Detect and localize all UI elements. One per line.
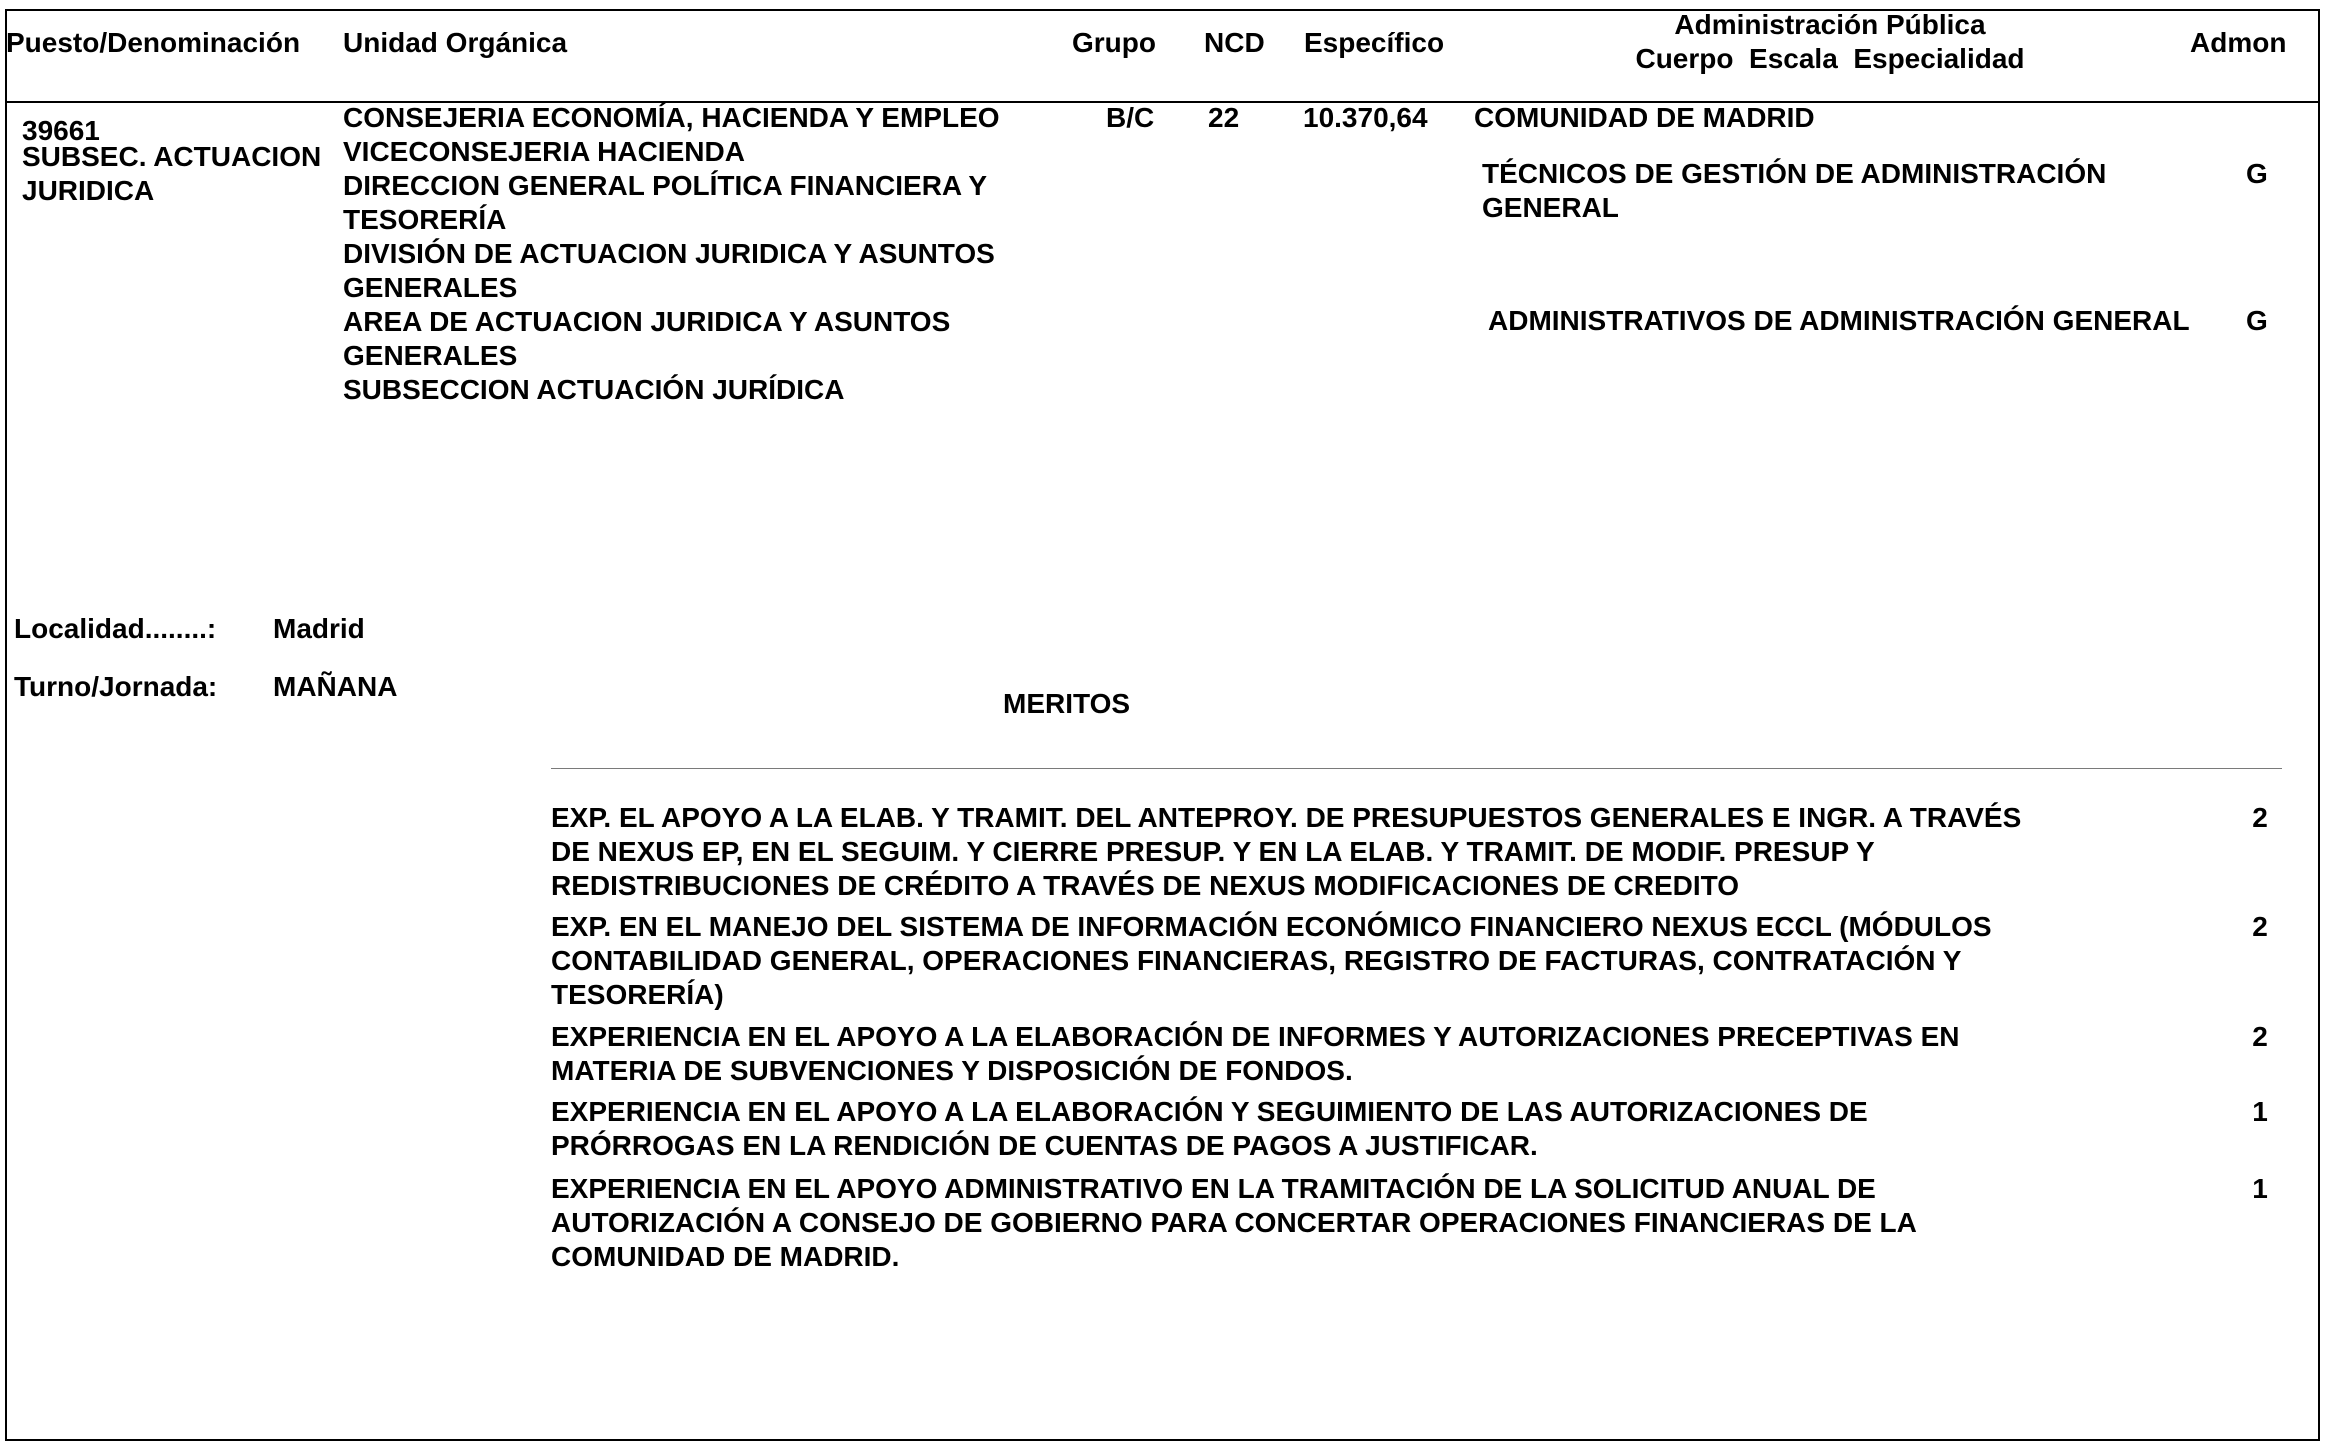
merito-item <box>551 1095 2131 1163</box>
record-administracion: COMUNIDAD DE MADRID <box>1474 102 1815 133</box>
merito-item <box>551 801 2131 903</box>
unidad-line: VICECONSEJERIA HACIENDA <box>343 136 745 167</box>
meritos-title: MERITOS <box>1003 688 1131 719</box>
unidad-line: DIRECCION GENERAL POLÍTICA FINANCIERA Y <box>343 170 988 201</box>
turno-label: Turno/Jornada: <box>14 671 218 702</box>
denominacion-line: SUBSEC. ACTUACION <box>22 141 322 172</box>
unidad-line: TESORERÍA <box>343 204 507 235</box>
merito-line: EXP. EN EL MANEJO DEL SISTEMA DE INFORMACIÓN ECONÓMICO FINANCIERO NEXUS ECCL (MÓDULOS <box>551 911 1992 942</box>
record-ncd: 22 <box>1208 102 1240 133</box>
meritos-divider <box>551 768 2282 769</box>
record-unidad-organica <box>343 101 1000 407</box>
merito-line: EXP. EL APOYO A LA ELAB. Y TRAMIT. DEL ANTEPROY. DE PRESUPUESTOS GENERALES E INGR. A TRAVÉS <box>551 802 2022 833</box>
turno-value: MAÑANA <box>273 671 398 702</box>
merito-line: TESORERÍA) <box>551 979 724 1010</box>
cuerpo-tecnicos <box>1482 157 2106 225</box>
localidad-label: Localidad........: <box>14 613 217 644</box>
merito-line: EXPERIENCIA EN EL APOYO A LA ELABORACIÓN Y SEGUIMIENTO DE LAS AUTORIZACIONES DE <box>551 1096 1868 1127</box>
merito-line: AUTORIZACIÓN A CONSEJO DE GOBIERNO PARA CONCERTAR OPERACIONES FINANCIERAS DE LA <box>551 1207 1917 1238</box>
header-unidad: Unidad Orgánica <box>343 27 568 58</box>
unidad-line: GENERALES <box>343 340 518 371</box>
merito-line: MATERIA DE SUBVENCIONES Y DISPOSICIÓN DE FONDOS. <box>551 1055 1353 1086</box>
unidad-line: DIVISIÓN DE ACTUACION JURIDICA Y ASUNTOS <box>343 238 995 269</box>
header-ncd: NCD <box>1204 27 1265 58</box>
record-denominacion <box>22 140 321 208</box>
unidad-line: AREA DE ACTUACION JURIDICA Y ASUNTOS <box>343 306 951 337</box>
merito-line: REDISTRIBUCIONES DE CRÉDITO A TRAVÉS DE NEXUS MODIFICACIONES DE CREDITO <box>551 870 1740 901</box>
cuerpo-tecnicos-admon: G <box>2246 158 2268 189</box>
record-especifico: 10.370,64 <box>1303 102 1428 133</box>
localidad-value: Madrid <box>273 613 365 644</box>
merito-line: EXPERIENCIA EN EL APOYO ADMINISTRATIVO EN LA TRAMITACIÓN DE LA SOLICITUD ANUAL DE <box>551 1173 1876 1204</box>
header-cuerpo-escala: Cuerpo Escala Especialidad <box>1635 43 2025 74</box>
unidad-line: CONSEJERIA ECONOMÍA, HACIENDA Y EMPLEO <box>343 102 1000 133</box>
merito-line: COMUNIDAD DE MADRID. <box>551 1241 900 1272</box>
merito-score: 2 <box>2252 1021 2268 1052</box>
merito-line: EXPERIENCIA EN EL APOYO A LA ELABORACIÓN DE INFORMES Y AUTORIZACIONES PRECEPTIVAS EN <box>551 1021 1960 1052</box>
record-code: 39661 <box>22 115 100 146</box>
merito-score: 1 <box>2252 1096 2268 1127</box>
merito-score: 2 <box>2252 911 2268 942</box>
unidad-line: GENERALES <box>343 272 518 303</box>
record-grupo: B/C <box>1106 102 1155 133</box>
cuerpo-line: GENERAL <box>1482 192 1619 223</box>
denominacion-line: JURIDICA <box>22 175 155 206</box>
cuerpo-line: TÉCNICOS DE GESTIÓN DE ADMINISTRACIÓN <box>1482 158 2107 189</box>
merito-item <box>551 1172 2131 1274</box>
unidad-line: SUBSECCION ACTUACIÓN JURÍDICA <box>343 374 845 405</box>
merito-score: 2 <box>2252 802 2268 833</box>
merito-line: CONTABILIDAD GENERAL, OPERACIONES FINANCIERAS, REGISTRO DE FACTURAS, CONTRATACIÓN Y <box>551 945 1962 976</box>
merito-item <box>551 910 2131 1012</box>
cuerpo-administrativos-admon: G <box>2246 305 2268 336</box>
cuerpo-administrativos: ADMINISTRATIVOS DE ADMINISTRACIÓN GENERAL <box>1488 305 2190 336</box>
merito-score: 1 <box>2252 1173 2268 1204</box>
header-especifico: Específico <box>1304 27 1445 58</box>
merito-line: DE NEXUS EP, EN EL SEGUIM. Y CIERRE PRESUP. Y EN LA ELAB. Y TRAMIT. DE MODIF. PRESUP Y <box>551 836 1875 867</box>
header-admin-publica: Administración Pública <box>1674 9 1986 40</box>
header-puesto: Puesto/Denominación <box>6 27 301 58</box>
merito-line: PRÓRROGAS EN LA RENDICIÓN DE CUENTAS DE PAGOS A JUSTIFICAR. <box>551 1130 1538 1161</box>
header-admon: Admon <box>2190 27 2287 58</box>
merito-item <box>551 1020 2131 1088</box>
header-grupo: Grupo <box>1072 27 1156 58</box>
